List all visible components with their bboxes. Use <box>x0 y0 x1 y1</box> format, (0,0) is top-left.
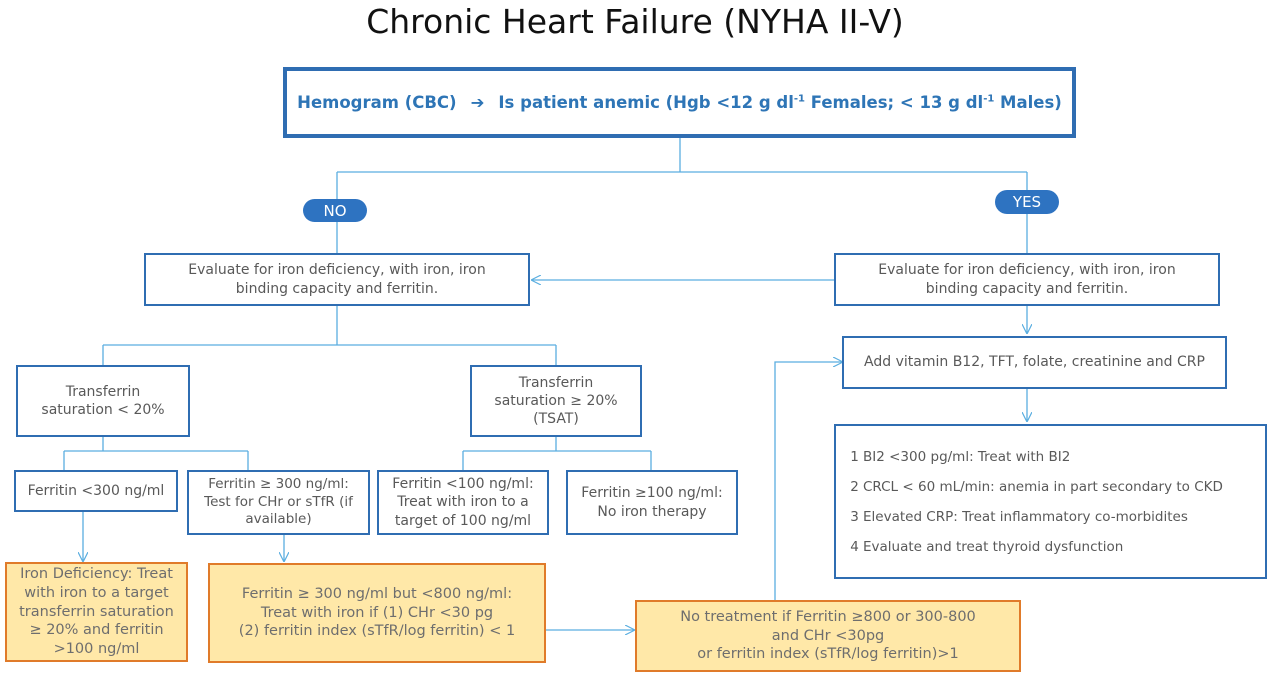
connector-eval-split <box>103 306 556 365</box>
transferrin-low-box: Transferrin saturation < 20% <box>16 365 190 437</box>
no-pill: NO <box>303 199 367 222</box>
yes-pill: YES <box>995 190 1059 214</box>
evaluate-left-box: Evaluate for iron deficiency, with iron, iron binding capacity and ferritin. <box>144 253 530 306</box>
connector-tsat-low-split <box>64 437 248 470</box>
ferritin-lt300-box: Ferritin <300 ng/ml <box>14 470 178 512</box>
checklist-item-3: 3 Elevated CRP: Treat inflammatory co-morbidites <box>850 508 1188 525</box>
checklist-item-1: 1 BI2 <300 pg/ml: Treat with BI2 <box>850 448 1071 465</box>
page-title: Chronic Heart Failure (NYHA II-V) <box>366 2 904 41</box>
transferrin-high-box: Transferrin saturation ≥ 20% (TSAT) <box>470 365 642 437</box>
hemogram-label: Hemogram (CBC) <box>297 92 457 112</box>
checklist-item-4: 4 Evaluate and treat thyroid dysfunction <box>850 538 1124 555</box>
ferritin-ge300-box: Ferritin ≥ 300 ng/ml: Test for CHr or sTfR (if available) <box>187 470 370 535</box>
anemia-question: Is patient anemic (Hgb <12 g $dl^{-1}$ Females; < 13 g $dl^{-1}$ Males) <box>498 92 1062 112</box>
arrow-icon: ➔ <box>470 92 485 112</box>
ferritin-lt100-box: Ferritin <100 ng/ml: Treat with iron to a target of 100 ng/ml <box>377 470 549 535</box>
checklist-box <box>834 424 1267 579</box>
add-vitamin-box: Add vitamin B12, TFT, folate, creatinine and CRP <box>842 336 1227 389</box>
question-anemia-box <box>283 67 1076 138</box>
ferritin-ge100-box: Ferritin ≥100 ng/ml: No iron therapy <box>566 470 738 535</box>
checklist-item-2: 2 CRCL < 60 mL/min: anemia in part secondary to CKD <box>850 478 1223 495</box>
connector-notreat-to-vitamin <box>775 362 842 600</box>
evaluate-right-box: Evaluate for iron deficiency, with iron, iron binding capacity and ferritin. <box>834 253 1220 306</box>
no-treatment-box: No treatment if Ferritin ≥800 or 300-800 and CHr <30pg or ferritin index (sTfR/log ferritin)>1 <box>635 600 1021 672</box>
iron-deficiency-box: Iron Deficiency: Treat with iron to a target transferrin saturation ≥ 20% and ferritin >100 ng/ml <box>5 562 188 662</box>
ferritin-300-800-box: Ferritin ≥ 300 ng/ml but <800 ng/ml: Treat with iron if (1) CHr <30 pg (2) ferritin index (sTfR/log ferritin) < 1 <box>208 563 546 663</box>
connector-top-split <box>337 138 1027 199</box>
connector-tsat-high-split <box>463 437 651 470</box>
